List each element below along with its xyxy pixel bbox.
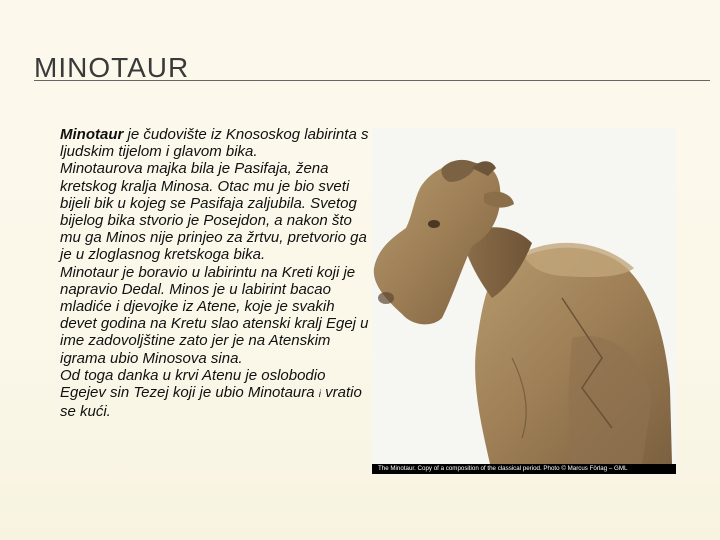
slide-title: MINOTAUR [34,52,190,83]
paragraph-4-i: i [318,389,321,401]
slide-body [60,126,372,420]
paragraph-4-start: Od toga danka u krvi Atenu je oslobodio Egejev sin Tezej koji je ubio Minotaura [60,366,326,402]
paragraph-1 [60,126,372,160]
photo-caption: The Minotaur. Copy of a composition of the classical period. Photo © Marcus Förlag – GML [372,464,676,474]
paragraph-4-end: vratio se kući. [60,384,362,421]
title-divider [34,80,710,81]
paragraph-2: Minotaurova majka bila je Pasifaja, žena kretskog kralja Minosa. Otac mu je bio sveti bijeli bik u kojeg se Pasifaja zaljubila. Svetog bijelog bika stvorio je Posejdon, a nakon što mu ga Minos nije prinjeo za žrtvu, pretvorio ga je u zloglasnog kretskoga bika. [60,160,367,264]
paragraph-1-text: je čudovište iz Knososkog labirinta s ljudskim tijelom i glavom bika. [60,126,369,161]
paragraph-1-lead: Minotaur [60,126,124,143]
minotaur-statue-image [372,128,676,474]
paragraph-3: Minotaur je boravio u labirintu na Kreti koji je napravio Dedal. Minos je u labirint bacao mladiće i djevojke iz Atene, koje je svakih devet godina na Kretu slao atenski kralj Egej u ime zadovoljštine zato jer je na Atenskim igrama ubio Minosova sina. [60,263,369,367]
minotaur-statue-photo [372,128,676,474]
paragraph-4 [60,367,372,421]
